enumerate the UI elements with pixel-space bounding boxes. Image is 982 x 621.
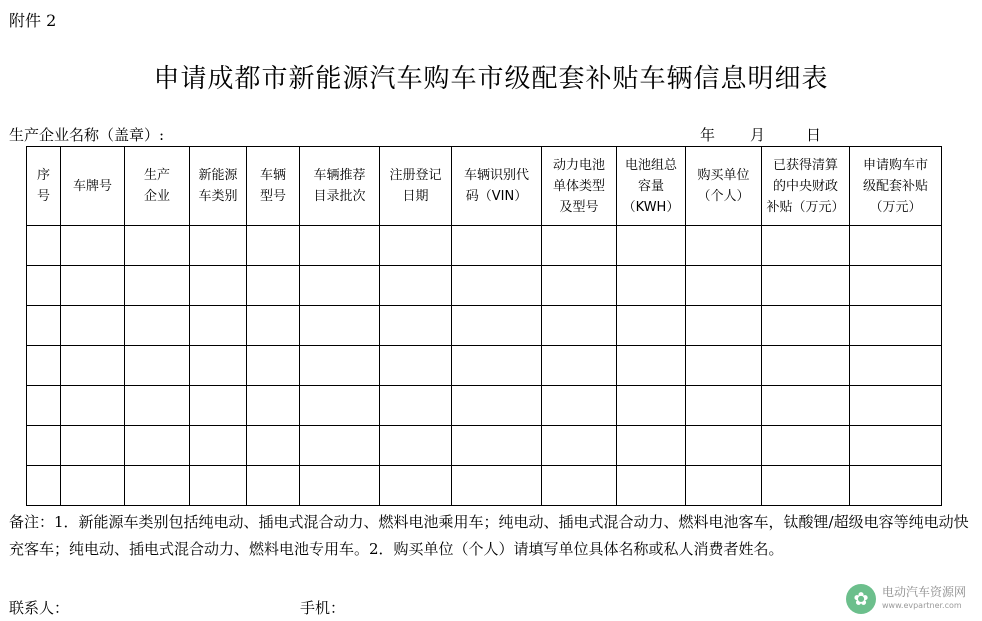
column-header-line: 序: [36, 168, 50, 183]
table-cell[interactable]: [61, 266, 125, 306]
table-cell[interactable]: [190, 266, 247, 306]
watermark-url: www.evpartner.com: [882, 601, 962, 610]
company-label: 生产企业名称（盖章）:: [9, 126, 165, 144]
table-cell[interactable]: [850, 426, 942, 466]
column-header: [27, 147, 61, 226]
column-header-line: 申请购车市: [862, 157, 928, 173]
table-cell[interactable]: [247, 226, 300, 266]
table-cell[interactable]: [300, 346, 380, 386]
watermark-name: 电动汽车资源网: [882, 585, 967, 599]
column-header-line: 日期: [402, 189, 429, 204]
table-cell[interactable]: [452, 266, 542, 306]
date-month: 月: [750, 126, 766, 144]
table-cell[interactable]: [300, 386, 380, 426]
table-cell[interactable]: [61, 386, 125, 426]
table-cell[interactable]: [617, 346, 686, 386]
column-header-line: 补贴（万元）: [766, 199, 845, 215]
table-cell[interactable]: [61, 426, 125, 466]
table-cell[interactable]: [762, 306, 850, 346]
table-cell[interactable]: [542, 386, 617, 426]
page-title: 申请成都市新能源汽车购车市级配套补贴车辆信息明细表: [153, 64, 829, 94]
column-header: [542, 147, 617, 226]
table-cell[interactable]: [125, 346, 190, 386]
column-header-line: 及型号: [559, 199, 599, 215]
table-cell[interactable]: [850, 226, 942, 266]
table-cell[interactable]: [762, 386, 850, 426]
column-header-line: （KWH）: [622, 199, 680, 215]
table-cell[interactable]: [452, 306, 542, 346]
column-header-line: 容量: [637, 178, 664, 194]
contact-label: 联系人：: [9, 599, 70, 617]
column-header-line: 码（VIN）: [465, 189, 528, 204]
table-cell[interactable]: [542, 306, 617, 346]
table-cell[interactable]: [617, 226, 686, 266]
table-cell[interactable]: [380, 346, 452, 386]
column-header: [247, 147, 300, 226]
column-header-line: 生产: [143, 168, 170, 183]
table-cell[interactable]: [850, 386, 942, 426]
watermark-logo-icon: ✿: [846, 584, 876, 614]
note-text: 备注：1．新能源车类别包括纯电动、插电式混合动力、燃料电池乘用车；纯电动、插电式混合动力、燃料电池客车，钛酸锂/超级电容等纯电动快充客车；纯电动、插电式混合动力、燃料电池专用车。2．购买单位（个人）请填写单位具体名称或私人消费者姓名。: [9, 513, 969, 558]
column-header-line: 号: [36, 189, 50, 204]
column-header: [380, 147, 452, 226]
table-cell[interactable]: [125, 386, 190, 426]
column-header: [190, 147, 247, 226]
table-cell[interactable]: [190, 306, 247, 346]
table-cell[interactable]: [850, 346, 942, 386]
table-cell[interactable]: [300, 306, 380, 346]
table-cell[interactable]: [27, 226, 61, 266]
table-cell[interactable]: [762, 426, 850, 466]
column-header: [61, 147, 125, 226]
table-cell[interactable]: [190, 346, 247, 386]
column-header-line: 购买单位: [697, 168, 750, 183]
table-cell[interactable]: [686, 426, 762, 466]
table-cell[interactable]: [850, 266, 942, 306]
table-cell[interactable]: [686, 466, 762, 506]
table-row: [27, 306, 942, 346]
column-header-line: 新能源: [198, 168, 238, 183]
table-cell[interactable]: [542, 466, 617, 506]
table-cell[interactable]: [617, 426, 686, 466]
table-cell[interactable]: [542, 266, 617, 306]
column-header-line: 型号: [259, 189, 286, 204]
column-header: [452, 147, 542, 226]
table-cell[interactable]: [27, 426, 61, 466]
phone-label: 手机：: [300, 599, 346, 617]
column-header-line: 级配套补贴: [862, 178, 928, 194]
table-cell[interactable]: [617, 266, 686, 306]
column-header-line: 企业: [143, 189, 170, 204]
table-cell[interactable]: [300, 426, 380, 466]
table-cell[interactable]: [190, 386, 247, 426]
table-row: [27, 386, 942, 426]
column-header-line: 车辆: [259, 168, 286, 183]
table-cell[interactable]: [190, 226, 247, 266]
table-cell[interactable]: [27, 306, 61, 346]
table-cell[interactable]: [617, 306, 686, 346]
table-cell[interactable]: [380, 266, 452, 306]
table-cell[interactable]: [452, 346, 542, 386]
table-cell[interactable]: [850, 466, 942, 506]
table-cell[interactable]: [300, 466, 380, 506]
table-cell[interactable]: [61, 346, 125, 386]
table-header-row: [27, 147, 942, 226]
table-cell[interactable]: [380, 386, 452, 426]
column-header-line: 注册登记: [389, 168, 442, 183]
table-cell[interactable]: [542, 226, 617, 266]
table-cell[interactable]: [686, 226, 762, 266]
table-cell[interactable]: [686, 306, 762, 346]
column-header-line: 车类别: [198, 189, 238, 204]
watermark: [846, 584, 966, 614]
table-cell[interactable]: [686, 346, 762, 386]
table-cell[interactable]: [762, 346, 850, 386]
table-row: [27, 426, 942, 466]
table-cell[interactable]: [247, 426, 300, 466]
vehicle-info-table: [26, 146, 942, 506]
table-cell[interactable]: [452, 386, 542, 426]
table-cell[interactable]: [617, 466, 686, 506]
table-cell[interactable]: [61, 306, 125, 346]
table-cell[interactable]: [190, 466, 247, 506]
table-cell[interactable]: [617, 386, 686, 426]
table-cell[interactable]: [247, 386, 300, 426]
table-cell[interactable]: [452, 466, 542, 506]
table-cell[interactable]: [380, 426, 452, 466]
table-cell[interactable]: [190, 426, 247, 466]
column-header-line: 已获得清算: [772, 157, 838, 173]
column-header-line: 车辆识别代: [463, 168, 529, 183]
table-cell[interactable]: [380, 466, 452, 506]
table-cell[interactable]: [27, 466, 61, 506]
table-cell[interactable]: [125, 466, 190, 506]
table-cell[interactable]: [125, 426, 190, 466]
table-cell[interactable]: [686, 266, 762, 306]
table-cell[interactable]: [27, 346, 61, 386]
column-header-line: 车牌号: [72, 178, 112, 194]
date-year: 年: [700, 126, 716, 144]
date-day: 日: [806, 126, 822, 144]
table-cell[interactable]: [61, 226, 125, 266]
column-header-line: 电池组总: [624, 157, 677, 173]
table-cell[interactable]: [686, 386, 762, 426]
column-header: [125, 147, 190, 226]
table-cell[interactable]: [850, 306, 942, 346]
column-header: [762, 147, 850, 226]
table-cell[interactable]: [762, 226, 850, 266]
table-cell[interactable]: [247, 306, 300, 346]
table-cell[interactable]: [380, 306, 452, 346]
attachment-label: 附件 2: [9, 11, 57, 30]
table-cell[interactable]: [762, 266, 850, 306]
column-header-line: 车辆推荐: [313, 168, 366, 183]
table-cell[interactable]: [542, 346, 617, 386]
table-body: [27, 226, 942, 506]
table-row: [27, 346, 942, 386]
table-cell[interactable]: [300, 226, 380, 266]
table-cell[interactable]: [125, 306, 190, 346]
table-cell[interactable]: [125, 266, 190, 306]
column-header-line: 的中央财政: [772, 178, 838, 194]
column-header-line: 目录批次: [313, 189, 366, 204]
column-header: [617, 147, 686, 226]
table-cell[interactable]: [27, 386, 61, 426]
column-header: [686, 147, 762, 226]
table-cell[interactable]: [247, 266, 300, 306]
column-header-line: （万元）: [869, 199, 922, 215]
table-cell[interactable]: [125, 226, 190, 266]
table-cell[interactable]: [542, 426, 617, 466]
table-cell[interactable]: [247, 466, 300, 506]
column-header-line: （个人）: [697, 189, 750, 204]
table-cell[interactable]: [27, 266, 61, 306]
column-header: [300, 147, 380, 226]
table-cell[interactable]: [452, 426, 542, 466]
table-cell[interactable]: [61, 466, 125, 506]
column-header: [850, 147, 942, 226]
table-cell[interactable]: [762, 466, 850, 506]
date-line: [700, 124, 826, 145]
column-header-line: 动力电池: [552, 157, 605, 173]
table-row: [27, 266, 942, 306]
table-cell[interactable]: [247, 346, 300, 386]
table-cell[interactable]: [300, 266, 380, 306]
table-cell[interactable]: [452, 226, 542, 266]
table-cell[interactable]: [380, 226, 452, 266]
table-row: [27, 226, 942, 266]
table-row: [27, 466, 942, 506]
column-header-line: 单体类型: [552, 178, 605, 194]
